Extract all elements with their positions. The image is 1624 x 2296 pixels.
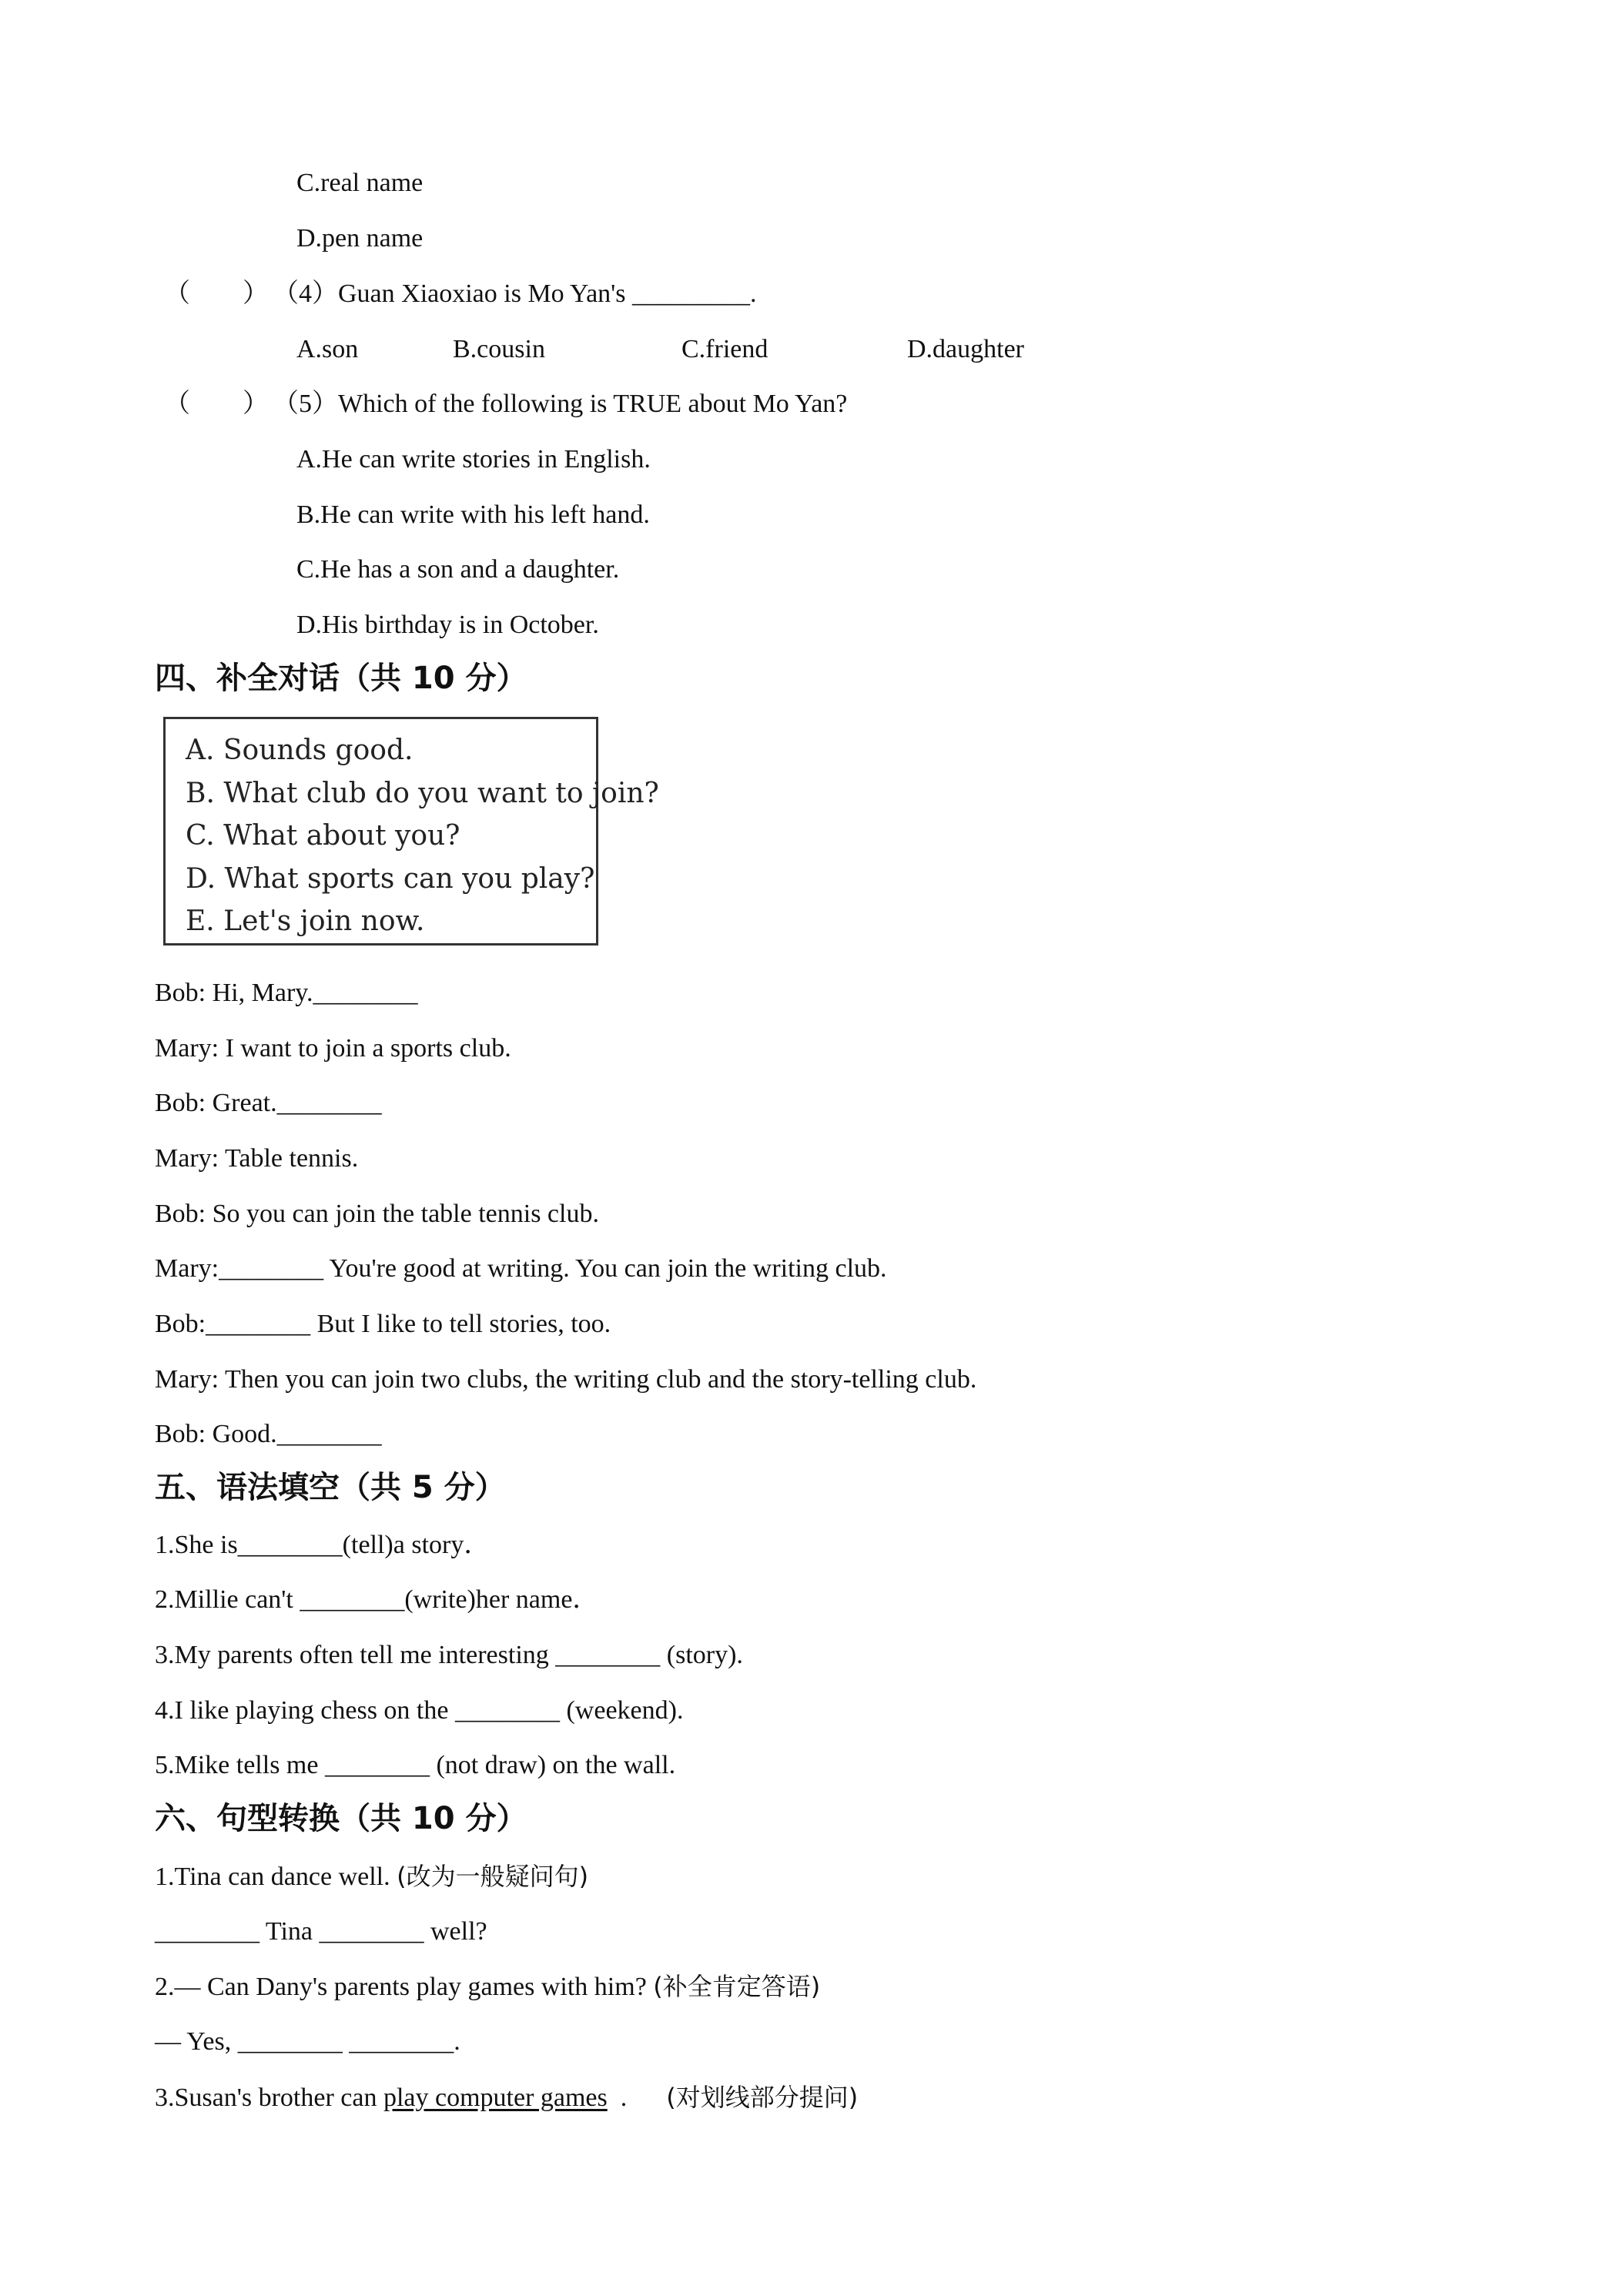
transform-q2-note: (补全肯定答语) <box>653 1972 821 2001</box>
q4-option-b: B.cousin <box>453 335 545 363</box>
grammar-item: 3.My parents often tell me interesting ________ (story). <box>155 1641 743 1669</box>
transform-q3-prefix: 3.Susan's brother can <box>155 2083 383 2112</box>
grammar-item: 5.Mike tells me ________ (not draw) on the wall. <box>155 1751 676 1779</box>
box-option-b: B. What club do you want to join? <box>186 778 659 809</box>
q5-option-b: B.He can write with his left hand. <box>296 500 650 529</box>
transform-q2 <box>155 1971 820 2003</box>
transform-q1-text: 1.Tina can dance well. <box>155 1863 397 1891</box>
q4-answer-parens[interactable]: （ ） <box>164 279 269 308</box>
dialogue-line: Mary: Then you can join two clubs, the writing club and the story-telling club. <box>155 1365 977 1394</box>
q5-answer-parens[interactable]: （ ） <box>164 390 269 418</box>
dialogue-line: Bob: Great.________ <box>155 1089 382 1117</box>
dialogue-line: Bob: Good.________ <box>155 1420 382 1448</box>
dialogue-line: Mary: Table tennis. <box>155 1144 359 1173</box>
dialogue-line: Mary: I want to join a sports club. <box>155 1034 511 1063</box>
q4-question: （4）Guan Xiaoxiao is Mo Yan's _________. <box>273 279 757 308</box>
dialogue-line: Bob: So you can join the table tennis club. <box>155 1200 599 1228</box>
section6-heading: 六、句型转换（共 10 分） <box>155 1801 527 1836</box>
q3-option-c: C.real name <box>296 169 424 197</box>
transform-q3-suffix: . <box>607 2083 667 2112</box>
dialogue-options-box <box>163 717 659 946</box>
dialogue-line: Mary:________ You're good at writing. You can join the writing club. <box>155 1254 887 1283</box>
q5-option-a: A.He can write stories in English. <box>296 445 651 474</box>
q4-option-d: D.daughter <box>907 335 1025 363</box>
transform-q3-note: (对划线部分提问) <box>666 2083 859 2112</box>
section5-heading: 五、语法填空（共 5 分） <box>155 1470 506 1505</box>
transform-q1 <box>155 1861 588 1893</box>
dialogue-line: Bob:________ But I like to tell stories, too. <box>155 1310 611 1338</box>
transform-q1-note: (改为一般疑问句) <box>397 1862 589 1891</box>
grammar-item: 2.Millie can't ________(write)her name． <box>155 1585 599 1614</box>
transform-q3-underlined: play computer games <box>383 2083 608 2112</box>
q5-option-c: C.He has a son and a daughter. <box>296 555 620 584</box>
q5-question: （5）Which of the following is TRUE about Mo Yan? <box>273 390 848 418</box>
transform-q3 <box>155 2082 858 2114</box>
q4-option-a: A.son <box>296 335 359 363</box>
q3-option-d: D.pen name <box>296 224 424 253</box>
box-option-c: C. What about you? <box>186 820 460 852</box>
section4-heading: 四、补全对话（共 10 分） <box>155 661 527 696</box>
transform-q2-answer: — Yes, ________ ________. <box>155 2027 460 2056</box>
transform-q2-text: 2.— Can Dany's parents play games with him? <box>155 1973 654 2001</box>
box-option-e: E. Let's join now. <box>186 905 425 937</box>
grammar-item: 4.I like playing chess on the ________ (weekend). <box>155 1696 684 1725</box>
grammar-item: 1.She is________(tell)a story． <box>155 1531 491 1559</box>
dialogue-line: Bob: Hi, Mary.________ <box>155 979 418 1007</box>
q4-option-c: C.friend <box>681 335 768 363</box>
box-option-a: A. Sounds good. <box>186 735 414 766</box>
q5-option-d: D.His birthday is in October. <box>296 611 599 639</box>
transform-q1-answer: ________ Tina ________ well? <box>155 1917 487 1946</box>
box-option-d: D. What sports can you play? <box>186 863 595 895</box>
